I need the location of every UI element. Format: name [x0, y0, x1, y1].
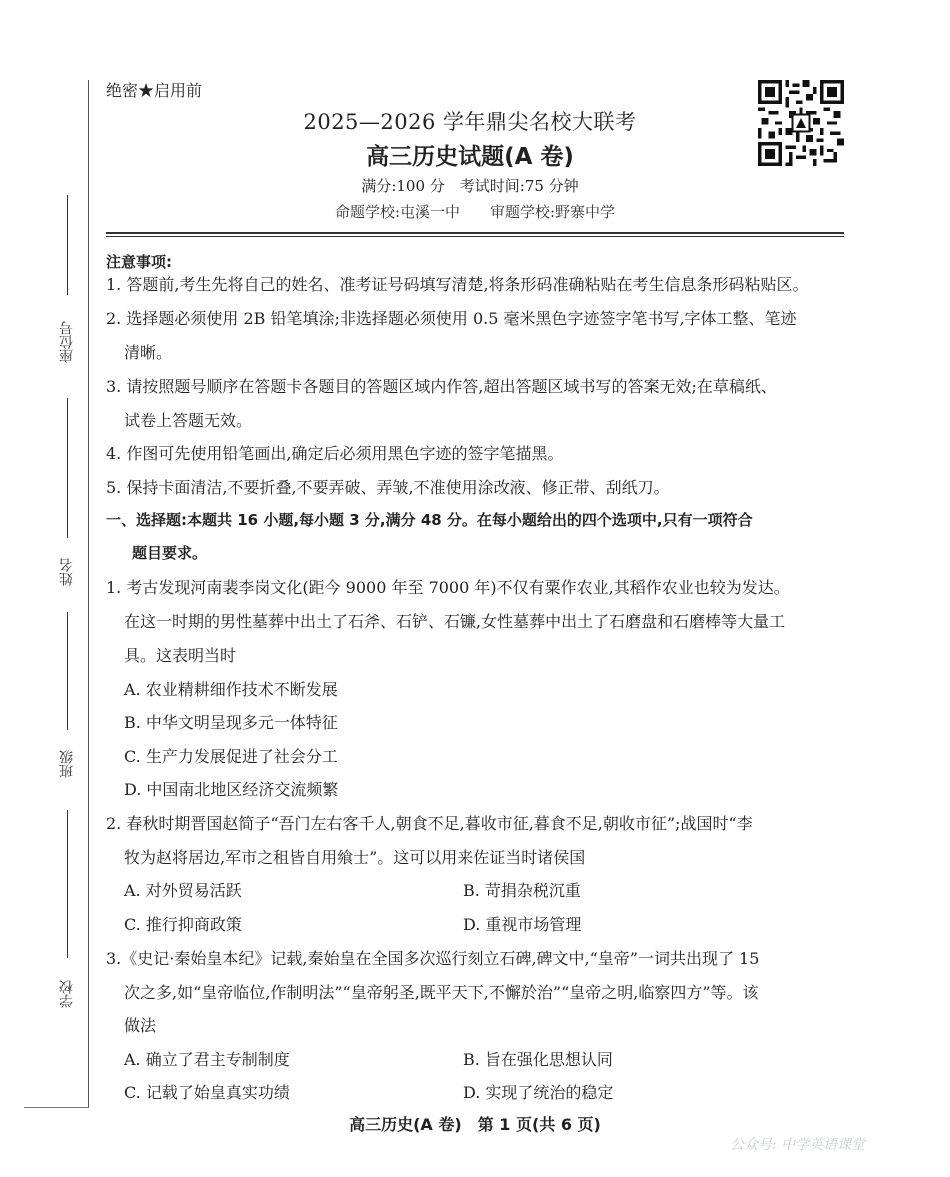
class-label: 班级 [59, 750, 75, 778]
school-label: 学校 [59, 980, 75, 1008]
question-1-text: 1. 考古发现河南裴李岗文化(距今 9000 年至 7000 年)不仅有粟作农业,其稻作农业也较为发达。 [106, 578, 790, 597]
notice-item: 2. 选择题必须使用 2B 铅笔填涂;非选择题必须使用 0.5 毫米黑色字迹签字笔书写,字体工整、笔迹 [106, 309, 797, 328]
name-label: 姓名 [59, 558, 75, 586]
notice-item: 4. 作图可先使用铅笔画出,确定后必须用黑色字迹的签字笔描黑。 [106, 444, 564, 463]
school-write-line [67, 810, 68, 958]
question-3-text: 次之多,如“皇帝临位,作制明法”“皇帝躬圣,既平天下,不懈於治”“皇帝之明,临察四方”等。该 [124, 983, 759, 1002]
question-1-option-b: B. 中华文明呈现多元一体特征 [124, 713, 338, 732]
schools: 命题学校:屯溪一中 审题学校:野寨中学 [334, 203, 616, 221]
question-2-text: 2. 春秋时期晋国赵简子“吾门左右客千人,朝食不足,暮收市征,暮食不足,朝收市征”;战国时“李 [106, 814, 753, 833]
qr-code-icon [758, 80, 844, 166]
notice-item: 3. 请按照题号顺序在答题卡各题目的答题区域内作答,超出答题区域书写的答案无效;在草稿纸、 [106, 377, 777, 396]
binding-line [88, 80, 89, 1108]
question-2-text: 牧为赵将居边,军市之租皆自用飨士”。这可以用来佐证当时诸侯国 [124, 848, 586, 867]
header-rule-thin [106, 236, 844, 237]
question-2-option-d: D. 重视市场管理 [463, 915, 582, 934]
notice-item: 清晰。 [124, 343, 173, 362]
binding-bottom-line [24, 1107, 89, 1108]
section-heading-cont: 题目要求。 [132, 544, 208, 562]
question-1-text: 在这一时期的男性墓葬中出土了石斧、石铲、石镰,女性墓葬中出土了石磨盘和石磨棒等大量工 [124, 612, 786, 631]
question-3-option-c: C. 记载了始皇真实功绩 [124, 1083, 290, 1102]
question-1-option-a: A. 农业精耕细作技术不断发展 [124, 680, 338, 699]
notice-item: 1. 答题前,考生先将自己的姓名、准考证号码填写清楚,将条形码准确粘贴在考生信息条形码粘贴区。 [106, 275, 809, 294]
question-1-option-d: D. 中国南北地区经济交流频繁 [124, 780, 339, 799]
question-1-option-c: C. 生产力发展促进了社会分工 [124, 747, 338, 766]
page-footer: 高三历史(A 卷) 第 1 页(共 6 页) [349, 1115, 601, 1134]
question-3-option-a: A. 确立了君主专制制度 [124, 1050, 290, 1069]
score-time: 满分:100 分 考试时间:75 分钟 [361, 177, 579, 195]
watermark: 公众号: 中学英语课堂 [730, 1137, 866, 1153]
question-2-option-c: C. 推行抑商政策 [124, 915, 242, 934]
question-2-option-b: B. 苛捐杂税沉重 [463, 881, 581, 900]
question-2-option-a: A. 对外贸易活跃 [124, 881, 242, 900]
subject-title: 高三历史试题(A 卷) [366, 144, 574, 170]
question-3-text: 3.《史记·秦始皇本纪》记载,秦始皇在全国多次巡行刻立石碑,碑文中,“皇帝”一词共出现了 15 [106, 949, 760, 968]
exam-title: 2025—2026 学年鼎尖名校大联考 [303, 110, 637, 134]
question-1-text: 具。这表明当时 [124, 646, 237, 665]
seat-write-line [67, 195, 68, 295]
class-write-line [67, 612, 68, 730]
seat-label: 座位号 [59, 321, 75, 363]
notice-heading: 注意事项: [106, 253, 172, 271]
header-rule-thick [106, 232, 844, 234]
question-3-option-b: B. 旨在强化思想认同 [463, 1050, 613, 1069]
notice-item: 试卷上答题无效。 [124, 411, 253, 430]
name-write-line [67, 398, 68, 538]
notice-item: 5. 保持卡面清洁,不要折叠,不要弄破、弄皱,不准使用涂改液、修正带、刮纸刀。 [106, 478, 670, 497]
question-3-option-d: D. 实现了统治的稳定 [463, 1083, 614, 1102]
confidential-mark: 绝密★启用前 [106, 81, 203, 100]
section-heading: 一、选择题:本题共 16 小题,每小题 3 分,满分 48 分。在每小题给出的四个选项中,只有一项符合 [106, 511, 753, 529]
question-3-text: 做法 [124, 1016, 157, 1035]
